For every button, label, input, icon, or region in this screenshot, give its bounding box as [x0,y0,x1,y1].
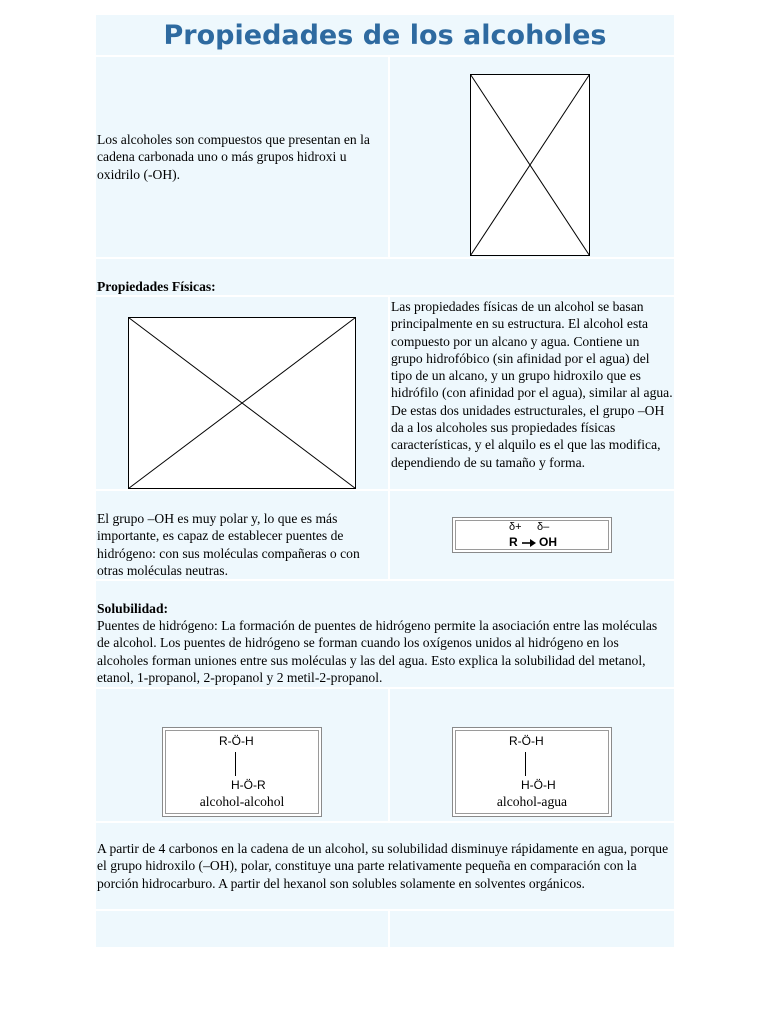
conclusion-text: A partir de 4 carbonos en la cadena de un alcohol, su solubilidad disminuye rápidamente en agua, porque el grupo hidroxilo (–OH), polar, constituye una parte relativamente pequeña en comparación con la porción hidrocarburo. A partir del hexanol son solubles solamente en solventes orgánicos. [97,841,669,891]
empty-cell [390,911,674,947]
bottom-molecule: H-Ö-H [521,778,556,792]
solubility-text: Puentes de hidrógeno: La formación de puentes de hidrógeno permite la asociación entre las moléculas de alcohol. Los puentes de hidrógeno se forman cuando los oxígenos unidos al hidrógeno en los alcoholes forman uniones entre sus moléculas y las del agua. Esto explica la solubilidad del metanol, etanol, 1-propanol, 2-propanol y 2 metil-2-propanol. [97,618,658,685]
solubility-row [96,581,674,687]
diagram-label: alcohol-alcohol [199,794,285,809]
hydrogen-bond-diagram [162,727,322,817]
diagram-cell-alcohol-agua [390,689,674,821]
intro-text: Los alcoholes son compuestos que presentan en la cadena carbonada uno o más grupos hidroxi u oxidrilo (-OH). [97,132,370,182]
diagram-label: alcohol-agua [496,794,568,809]
image-placeholder-icon [470,74,590,256]
intro-cell [96,57,388,257]
hydrogen-bond-line [235,752,236,776]
conclusion-row [96,823,674,909]
arrow-right-icon [521,538,537,548]
image-placeholder-icon [128,317,356,489]
page-title: Propiedades de los alcoholes [96,15,674,55]
bottom-molecule: H-Ö-R [231,778,266,792]
oh-label: OH [539,535,557,549]
polar-image-cell [390,491,674,579]
solubility-heading: Solubilidad: [97,601,169,616]
polarity-diagram [452,517,612,553]
diagram-cell-alcohol-alcohol [96,689,388,821]
delta-plus-label: δ+ [509,521,522,533]
top-molecule: R-Ö-H [219,734,254,748]
delta-minus-label: δ– [537,521,550,533]
document-page [96,15,674,955]
polar-text: El grupo –OH es muy polar y, lo que es más importante, es capaz de establecer puentes de hidrógeno: con sus moléculas compañeras o con otras moléculas neutras. [97,511,360,578]
top-molecule: R-Ö-H [509,734,544,748]
physical-image-cell [96,297,388,489]
empty-cell [96,911,388,947]
hydrogen-bond-line [525,752,526,776]
physical-heading: Propiedades Físicas: [97,279,216,294]
broken-image-placeholder [128,317,356,489]
r-label: R [509,535,518,549]
intro-image-cell [390,57,674,257]
physical-heading-row [96,259,674,295]
hydrogen-bond-diagram [452,727,612,817]
physical-text: Las propiedades físicas de un alcohol se basan principalmente en su estructura. El alcohol esta compuesto por un alcano y agua. Contiene un grupo hidrofóbico (sin afinidad por el agua) del tipo de un alcano, y un grupo hidroxilo que es hidrófilo (con afinidad por el agua), similar al agua. De estas dos unidades estructurales, el grupo –OH da a los alcoholes sus propiedades físicas características, y el alquilo es el que las modifica, dependiendo de su tamaño y forma. [391,299,673,470]
physical-text-cell [390,297,674,489]
broken-image-placeholder [470,74,590,256]
polar-text-cell [96,491,388,579]
